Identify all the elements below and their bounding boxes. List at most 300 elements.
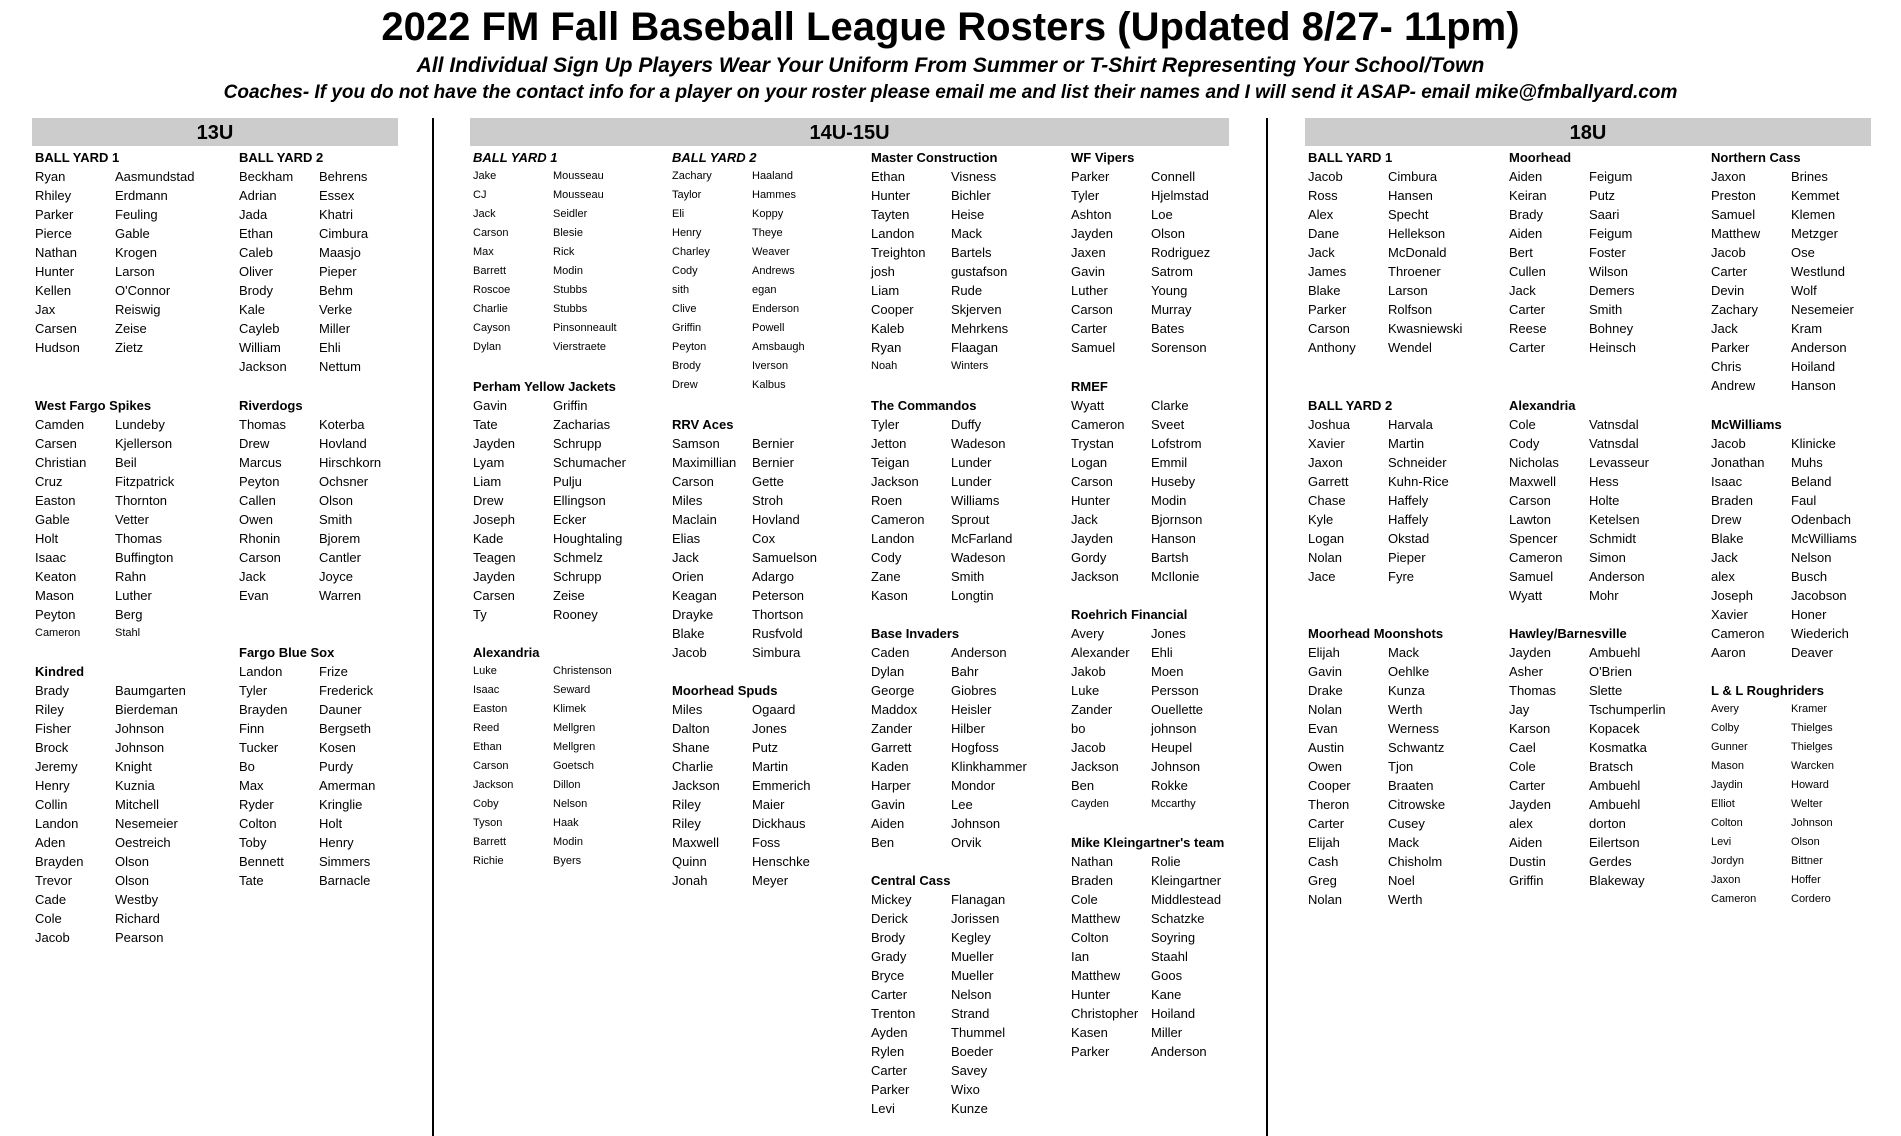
player-row	[1711, 586, 1857, 605]
player-first-name: Jayden	[1509, 797, 1551, 812]
player-last-name: Knight	[115, 759, 152, 774]
player-first-name: Camden	[35, 417, 85, 432]
player-row	[1071, 795, 1203, 814]
player-first-name: Jackson	[473, 779, 514, 791]
player-last-name: O'Connor	[115, 283, 171, 298]
player-first-name: Hudson	[35, 340, 80, 355]
player-row	[672, 776, 811, 795]
player-row	[1509, 434, 1649, 453]
player-last-name: Miller	[1151, 1025, 1183, 1040]
player-last-name: Tschumperlin	[1589, 702, 1666, 717]
player-row	[871, 1004, 1005, 1023]
player-last-name: Smith	[1589, 302, 1623, 317]
player-last-name: Hoffer	[1791, 874, 1821, 886]
player-last-name: Schrupp	[553, 569, 602, 584]
player-first-name: Keiran	[1509, 188, 1547, 203]
player-first-name: Cameron	[871, 512, 925, 527]
player-last-name: Meyer	[752, 873, 789, 888]
player-last-name: Powell	[752, 322, 785, 334]
player-last-name: Kwasniewski	[1388, 321, 1463, 336]
player-first-name: Braden	[1071, 873, 1113, 888]
player-row	[1071, 1042, 1224, 1061]
player-row	[871, 909, 1005, 928]
player-first-name: Collin	[35, 797, 68, 812]
player-last-name: Hellekson	[1388, 226, 1446, 241]
team-the-commandos	[871, 396, 1012, 605]
player-last-name: Wixo	[951, 1082, 980, 1097]
player-row	[239, 167, 368, 186]
player-row	[1071, 472, 1202, 491]
player-first-name: Trenton	[871, 1006, 916, 1021]
player-row	[239, 224, 368, 243]
player-first-name: Peyton	[672, 341, 707, 353]
player-first-name: Chase	[1308, 493, 1346, 508]
player-first-name: Kellen	[35, 283, 72, 298]
team-name: BALL YARD 2	[672, 150, 757, 165]
player-row	[672, 586, 817, 605]
player-first-name: Colby	[1711, 722, 1740, 734]
player-row	[239, 871, 375, 890]
player-row	[239, 357, 368, 376]
player-first-name: Nolan	[1308, 702, 1342, 717]
player-last-name: Olson	[1151, 226, 1185, 241]
player-last-name: Werness	[1388, 721, 1440, 736]
player-last-name: Miller	[319, 321, 351, 336]
player-row	[1308, 776, 1445, 795]
player-row	[1509, 224, 1636, 243]
player-row	[871, 453, 1012, 472]
player-first-name: Jonah	[672, 873, 708, 888]
player-row	[871, 795, 1027, 814]
player-last-name: Modin	[553, 265, 583, 277]
player-row	[1509, 415, 1649, 434]
player-row	[672, 357, 805, 376]
player-first-name: Jacob	[1711, 436, 1746, 451]
player-row	[871, 529, 1012, 548]
player-first-name: Aiden	[871, 816, 905, 831]
player-row	[1711, 757, 1834, 776]
player-first-name: Cameron	[1509, 550, 1563, 565]
player-row	[1071, 453, 1202, 472]
player-last-name: Rick	[553, 246, 575, 258]
player-first-name: Tate	[473, 417, 498, 432]
player-first-name: Brock	[35, 740, 69, 755]
player-row	[473, 338, 617, 357]
player-row	[1071, 681, 1203, 700]
player-first-name: Evan	[1308, 721, 1338, 736]
player-row	[1071, 947, 1224, 966]
player-last-name: Olson	[115, 873, 149, 888]
player-row	[239, 719, 375, 738]
player-row	[871, 662, 1027, 681]
player-last-name: Warren	[319, 588, 362, 603]
player-first-name: Quinn	[672, 854, 707, 869]
player-row	[1308, 167, 1462, 186]
player-last-name: Hogfoss	[951, 740, 999, 755]
player-first-name: Taylor	[672, 189, 702, 201]
player-row	[672, 453, 817, 472]
player-row	[1071, 966, 1224, 985]
player-last-name: Henry	[319, 835, 354, 850]
player-last-name: Specht	[1388, 207, 1429, 222]
player-row	[871, 243, 1008, 262]
player-row	[1308, 415, 1449, 434]
player-first-name: alex	[1711, 569, 1735, 584]
player-first-name: Maximillian	[672, 455, 737, 470]
player-row	[35, 167, 195, 186]
contact-note: Coaches- If you do not have the contact info for a player on your roster please email me and list their names and I will send it ASAP- email mike@fmballyard.com	[223, 82, 1678, 103]
player-row	[239, 205, 368, 224]
player-first-name: Trevor	[35, 873, 73, 888]
player-first-name: Mason	[1711, 760, 1745, 772]
player-first-name: Jayden	[1071, 531, 1113, 546]
player-row	[239, 567, 381, 586]
player-last-name: Nesemeier	[1791, 302, 1854, 317]
player-row	[239, 757, 375, 776]
player-row	[239, 548, 381, 567]
player-first-name: Brody	[239, 283, 273, 298]
player-last-name: Connell	[1151, 169, 1196, 184]
player-last-name: Samuelson	[752, 550, 818, 565]
player-first-name: Jaydin	[1711, 779, 1743, 791]
team-roehrich-financial	[1071, 605, 1203, 814]
team-moorhead-spuds	[672, 681, 811, 890]
player-first-name: Matthew	[1071, 968, 1121, 983]
player-row	[1308, 510, 1449, 529]
player-last-name: Berg	[115, 607, 143, 622]
player-first-name: Roen	[871, 493, 903, 508]
player-first-name: Dustin	[1509, 854, 1546, 869]
player-first-name: Eli	[672, 208, 685, 220]
player-row	[1071, 548, 1202, 567]
player-row	[1308, 281, 1462, 300]
player-last-name: Stroh	[752, 493, 784, 508]
player-last-name: Cimbura	[319, 226, 369, 241]
player-first-name: Landon	[871, 226, 915, 241]
player-last-name: Ambuehl	[1589, 778, 1641, 793]
player-last-name: McWilliams	[1791, 531, 1857, 546]
player-last-name: Amerman	[319, 778, 376, 793]
player-last-name: Foss	[752, 835, 781, 850]
player-row	[35, 319, 195, 338]
player-last-name: Haffely	[1388, 512, 1429, 527]
player-row	[1071, 434, 1202, 453]
player-row	[1711, 567, 1857, 586]
player-first-name: Beckham	[239, 169, 294, 184]
player-last-name: Oehlke	[1388, 664, 1430, 679]
player-row	[672, 319, 805, 338]
player-last-name: Bichler	[951, 188, 991, 203]
player-row	[1711, 434, 1857, 453]
player-last-name: Mitchell	[115, 797, 160, 812]
player-row	[1071, 338, 1210, 357]
player-first-name: Jaxon	[1711, 874, 1741, 886]
player-row	[239, 700, 375, 719]
team-riverdogs	[239, 396, 381, 605]
player-last-name: Citrowske	[1388, 797, 1446, 812]
team-name: Mike Kleingartner's team	[1071, 835, 1225, 850]
player-first-name: Barrett	[473, 265, 507, 277]
player-first-name: Ian	[1071, 949, 1090, 964]
player-first-name: Brady	[1509, 207, 1543, 222]
player-last-name: Hovland	[319, 436, 367, 451]
player-row	[473, 243, 617, 262]
player-row	[1071, 205, 1210, 224]
player-row	[871, 510, 1012, 529]
player-first-name: Liam	[871, 283, 900, 298]
player-last-name: Hirschkorn	[319, 455, 382, 470]
player-last-name: Byers	[553, 855, 582, 867]
player-first-name: Harper	[871, 778, 911, 793]
player-first-name: Hunter	[871, 188, 911, 203]
player-row	[672, 205, 805, 224]
player-row	[1509, 453, 1649, 472]
player-last-name: Heinsch	[1589, 340, 1636, 355]
player-row	[871, 757, 1027, 776]
player-first-name: Kale	[239, 302, 266, 317]
player-row	[1071, 167, 1210, 186]
player-last-name: Hovland	[752, 512, 800, 527]
player-row	[672, 510, 817, 529]
player-row	[1308, 662, 1445, 681]
player-last-name: Luther	[115, 588, 152, 603]
player-row	[239, 186, 368, 205]
player-row	[473, 205, 617, 224]
player-row	[871, 681, 1027, 700]
player-first-name: Landon	[871, 531, 915, 546]
player-last-name: Mellgren	[553, 722, 596, 734]
player-row	[473, 510, 626, 529]
player-row	[473, 434, 626, 453]
player-first-name: Carsen	[35, 321, 77, 336]
player-first-name: Jack	[1509, 283, 1536, 298]
player-last-name: Simon	[1589, 550, 1626, 565]
player-first-name: Riley	[672, 816, 701, 831]
player-row	[473, 548, 626, 567]
player-last-name: Wilson	[1589, 264, 1629, 279]
player-last-name: Feigum	[1589, 226, 1633, 241]
player-first-name: Alexander	[1071, 645, 1130, 660]
player-first-name: Gavin	[1071, 264, 1105, 279]
player-first-name: Holt	[35, 531, 59, 546]
player-first-name: Jaxon	[1711, 169, 1746, 184]
player-first-name: Ryan	[35, 169, 66, 184]
player-last-name: Verke	[319, 302, 353, 317]
player-row	[473, 224, 617, 243]
player-first-name: Christopher	[1071, 1006, 1139, 1021]
player-last-name: Schmidt	[1589, 531, 1636, 546]
player-first-name: Tyler	[239, 683, 268, 698]
team-name: Central Cass	[871, 873, 951, 888]
player-row	[672, 338, 805, 357]
player-last-name: gustafson	[951, 264, 1008, 279]
player-row	[239, 833, 375, 852]
player-first-name: Cullen	[1509, 264, 1546, 279]
player-last-name: Thielges	[1791, 722, 1833, 734]
team-name: RRV Aces	[672, 417, 734, 432]
player-row	[1711, 738, 1834, 757]
player-first-name: Jakob	[1071, 664, 1106, 679]
player-last-name: Kegley	[951, 930, 991, 945]
player-first-name: Tyson	[473, 817, 503, 829]
team-rmef	[1071, 377, 1202, 586]
player-last-name: Thummel	[951, 1025, 1006, 1040]
page-subtitle: All Individual Sign Up Players Wear Your Uniform From Summer or T-Shirt Representing Your School/Town	[416, 54, 1485, 77]
player-row	[239, 510, 381, 529]
team-name: Moorhead Spuds	[672, 683, 778, 698]
player-last-name: Nelson	[1791, 550, 1832, 565]
player-last-name: Bittner	[1791, 855, 1823, 867]
player-first-name: Easton	[35, 493, 76, 508]
player-last-name: Ellingson	[553, 493, 606, 508]
player-first-name: Jackson	[1071, 569, 1119, 584]
player-first-name: Drake	[1308, 683, 1343, 698]
player-first-name: Cody	[1509, 436, 1540, 451]
player-first-name: Max	[239, 778, 264, 793]
player-last-name: egan	[752, 284, 777, 296]
player-row	[35, 453, 174, 472]
player-row	[35, 338, 195, 357]
player-first-name: Dylan	[871, 664, 905, 679]
player-last-name: Thortson	[752, 607, 804, 622]
player-last-name: Amsbaugh	[752, 341, 805, 353]
player-row	[35, 281, 195, 300]
team-name: Northern Cass	[1711, 150, 1801, 165]
player-row	[1308, 719, 1445, 738]
player-first-name: Brady	[35, 683, 69, 698]
player-last-name: Adargo	[752, 569, 794, 584]
player-last-name: Foster	[1589, 245, 1626, 260]
player-first-name: Lawton	[1509, 512, 1551, 527]
player-first-name: Jayden	[1509, 645, 1551, 660]
team-name: BALL YARD 1	[473, 150, 558, 165]
player-first-name: Wyatt	[1509, 588, 1543, 603]
player-last-name: Dickhaus	[752, 816, 806, 831]
player-last-name: Thornton	[115, 493, 168, 508]
player-last-name: Okstad	[1388, 531, 1430, 546]
team-name: McWilliams	[1711, 417, 1782, 432]
player-row	[1071, 262, 1210, 281]
player-row	[871, 586, 1012, 605]
player-last-name: Gette	[752, 474, 784, 489]
team-west-fargo-spikes	[35, 396, 174, 643]
player-first-name: Logan	[1308, 531, 1345, 546]
player-row	[1509, 719, 1666, 738]
player-first-name: Nolan	[1308, 550, 1342, 565]
player-last-name: Rude	[951, 283, 983, 298]
player-row	[871, 833, 1027, 852]
player-first-name: Cole	[35, 911, 62, 926]
player-row	[1711, 719, 1834, 738]
player-row	[473, 491, 626, 510]
player-last-name: Peterson	[752, 588, 805, 603]
player-first-name: Colton	[239, 816, 277, 831]
player-row	[672, 795, 811, 814]
player-row	[35, 814, 186, 833]
player-last-name: Kemmet	[1791, 188, 1840, 203]
player-first-name: bo	[1071, 721, 1086, 736]
player-first-name: Kasen	[1071, 1025, 1108, 1040]
player-last-name: Mondor	[951, 778, 996, 793]
player-row	[473, 662, 612, 681]
player-last-name: Christenson	[553, 665, 612, 677]
player-row	[1308, 814, 1445, 833]
player-first-name: Charlie	[473, 303, 508, 315]
player-row	[1711, 205, 1854, 224]
page-title: 2022 FM Fall Baseball League Rosters (Updated 8/27- 11pm)	[381, 5, 1520, 49]
player-first-name: Owen	[239, 512, 273, 527]
player-last-name: Hanson	[1151, 531, 1196, 546]
player-row	[239, 472, 381, 491]
player-first-name: Austin	[1308, 740, 1345, 755]
team-name: Alexandria	[1509, 398, 1576, 413]
player-first-name: Elijah	[1308, 835, 1340, 850]
player-row	[239, 262, 368, 281]
player-first-name: Oliver	[239, 264, 273, 279]
player-first-name: Aiden	[1509, 226, 1543, 241]
player-first-name: Tyler	[871, 417, 900, 432]
player-last-name: Kopacek	[1589, 721, 1640, 736]
player-last-name: Schatzke	[1151, 911, 1205, 926]
section-13u	[32, 118, 398, 146]
player-last-name: Smith	[951, 569, 985, 584]
player-first-name: Isaac	[473, 684, 500, 696]
player-last-name: Staahl	[1151, 949, 1188, 964]
player-last-name: Iverson	[752, 360, 789, 372]
player-last-name: Koterba	[319, 417, 365, 432]
player-first-name: Jacob	[1308, 169, 1343, 184]
player-last-name: Longtin	[951, 588, 994, 603]
player-row	[35, 681, 186, 700]
player-row	[35, 243, 195, 262]
player-row	[1071, 281, 1210, 300]
player-row	[672, 376, 805, 395]
player-first-name: Logan	[1071, 455, 1108, 470]
player-last-name: Hansen	[1388, 188, 1433, 203]
player-first-name: Alex	[1308, 207, 1334, 222]
team-name: Alexandria	[473, 645, 540, 660]
player-row	[1509, 472, 1649, 491]
player-first-name: alex	[1509, 816, 1533, 831]
player-row	[1711, 472, 1857, 491]
player-row	[1071, 491, 1202, 510]
player-last-name: Maier	[752, 797, 785, 812]
player-first-name: Andrew	[1711, 378, 1756, 393]
player-last-name: Throener	[1388, 264, 1441, 279]
team-name: L & L Roughriders	[1711, 683, 1824, 698]
player-last-name: Tjon	[1388, 759, 1414, 774]
player-last-name: Emmerich	[752, 778, 811, 793]
player-last-name: Skjerven	[951, 302, 1002, 317]
player-last-name: Haaland	[752, 170, 793, 182]
player-first-name: Caleb	[239, 245, 273, 260]
player-row	[1308, 700, 1445, 719]
player-row	[1071, 186, 1210, 205]
player-row	[672, 719, 811, 738]
player-row	[239, 738, 375, 757]
player-first-name: Asher	[1509, 664, 1543, 679]
player-last-name: Slette	[1589, 683, 1623, 698]
player-last-name: Bernier	[752, 436, 794, 451]
team-central-cass	[871, 871, 1005, 1118]
player-last-name: Kunza	[1388, 683, 1425, 698]
player-row	[871, 700, 1027, 719]
player-row	[1071, 243, 1210, 262]
player-first-name: Chris	[1711, 359, 1742, 374]
player-last-name: Levasseur	[1589, 455, 1649, 470]
player-row	[672, 871, 811, 890]
player-row	[35, 510, 174, 529]
